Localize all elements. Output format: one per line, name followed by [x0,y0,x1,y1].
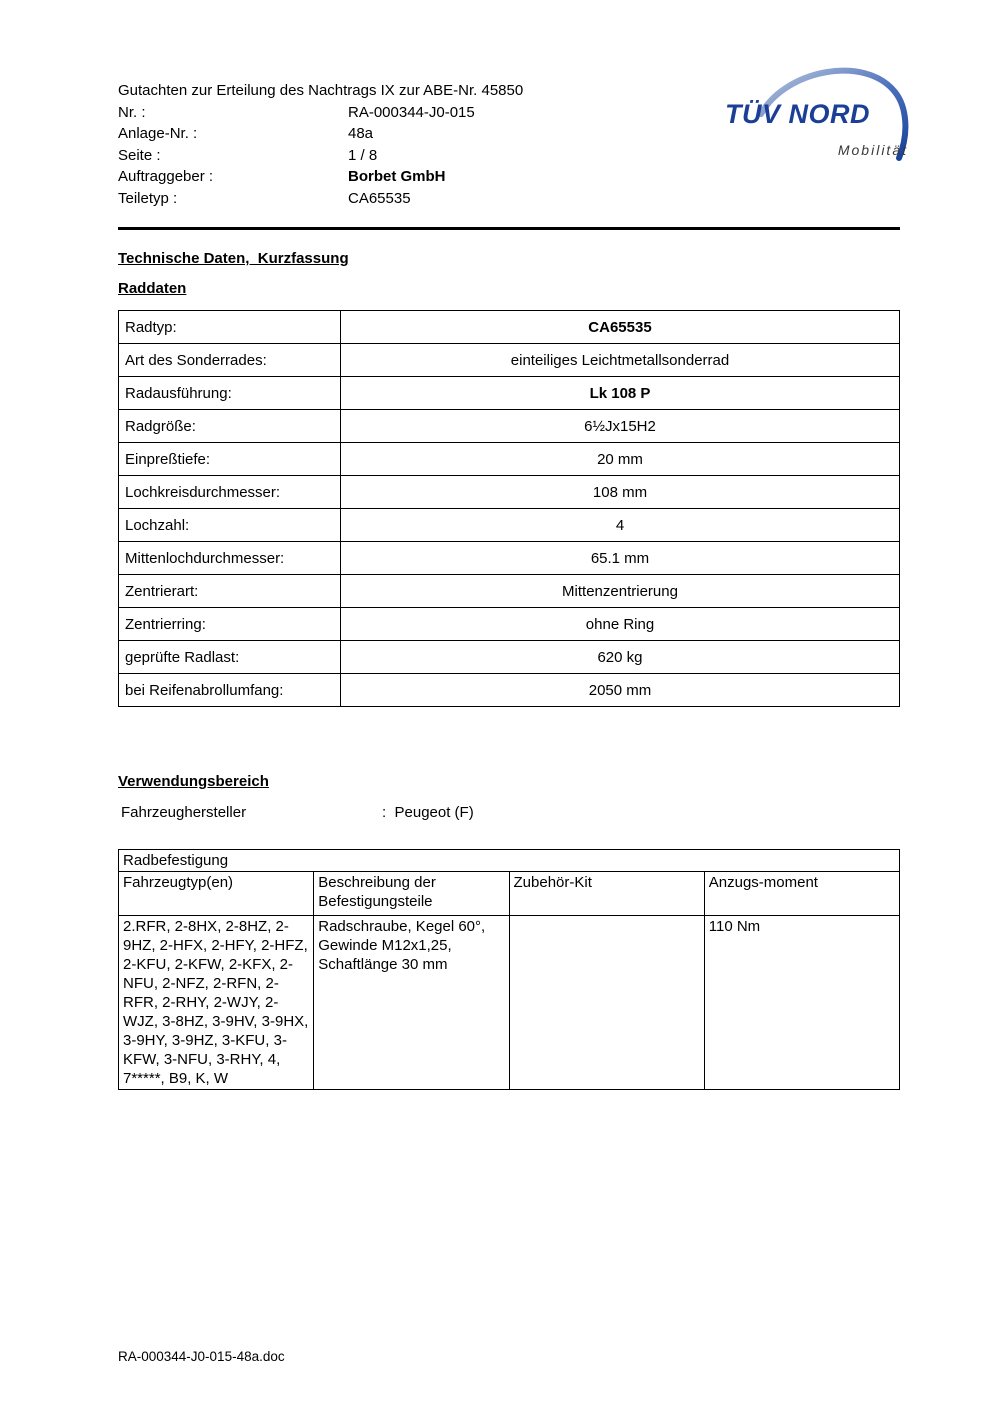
field-label: Auftraggeber : [118,168,214,185]
cell-fahrzeugtyp: 2.RFR, 2-8HX, 2-8HZ, 2-9HZ, 2-HFX, 2-HFY, 2-HFZ, 2-KFU, 2-KFW, 2-KFX, 2-NFU, 2-NFZ, 2-RFN, 2-RFR, 2-RHY, 2-WJY, 2-WJZ, 3-8HZ, 3-9HV, 3-9HX, 3-9HY, 3-9HZ, 3-KFU, 3-KFW, 3-NFU, 3-RHY, 4, 7*****, B9, K, W [119,916,314,1090]
row-value: einteiliges Leichtmetallsonderrad [341,344,900,377]
section-heading-verwendungsbereich: Verwendungsbereich [118,773,269,790]
field-label: Anlage-Nr. : [118,125,198,142]
raddaten-table [118,310,900,707]
document-header [118,80,908,209]
row-value: 108 mm [341,476,900,509]
row-label: bei Reifenabrollumfang: [119,674,341,707]
field-label: Nr. : [118,103,146,121]
column-header-anzugsmoment: Anzugs-moment [704,872,899,916]
fahrzeughersteller-value: : Peugeot (F) [382,804,474,821]
table-row [119,608,900,641]
table-row [119,916,900,1090]
row-value: Lk 108 P [341,377,900,410]
field-value: 1 / 8 [348,146,378,164]
logo-subtitle: Mobilität [837,142,908,158]
row-label: Radgröße: [119,410,341,443]
logo-brand-text: TÜV NORD [725,99,870,129]
table-row [119,542,900,575]
table-row [119,344,900,377]
table-row [119,509,900,542]
field-label: Teiletyp : [118,189,178,207]
row-label: Mittenlochdurchmesser: [119,542,341,575]
table-header-row [119,872,900,916]
field-value: Borbet GmbH [348,168,446,185]
column-header-beschreibung: Beschreibung der Befestigungsteile [314,872,509,916]
column-header-fahrzeugtyp: Fahrzeugtyp(en) [119,872,314,916]
row-label: Zentrierart: [119,575,341,608]
row-value: 20 mm [341,443,900,476]
section-heading-raddaten: Raddaten [118,280,187,297]
row-label: Zentrierring: [119,608,341,641]
row-label: Lochkreisdurchmesser: [119,476,341,509]
cell-beschreibung: Radschraube, Kegel 60°, Gewinde M12x1,25, Schaftlänge 30 mm [314,916,509,1090]
row-value: 2050 mm [341,674,900,707]
row-value: Mittenzentrierung [341,575,900,608]
row-label: Lochzahl: [119,509,341,542]
document-content [118,0,908,1090]
fahrzeughersteller-row [118,804,900,821]
table-row [119,311,900,344]
table-row [119,377,900,410]
row-value: CA65535 [341,311,900,344]
field-value: RA-000344-J0-015 [348,103,475,121]
row-value: ohne Ring [341,608,900,641]
row-label: Einpreßtiefe: [119,443,341,476]
column-header-zubehoer-kit: Zubehör-Kit [509,872,704,916]
document-title: Gutachten zur Erteilung des Nachtrags IX zur ABE-Nr. 45850 [118,82,524,99]
row-value: 65.1 mm [341,542,900,575]
table-row [119,443,900,476]
table-row [119,410,900,443]
row-label: Art des Sonderrades: [119,344,341,377]
field-value: CA65535 [348,189,411,207]
header-divider [118,227,900,230]
section-heading-technische-daten: Technische Daten, Kurzfassung [118,250,349,267]
row-label: geprüfte Radlast: [119,641,341,674]
row-value: 6½Jx15H2 [341,410,900,443]
table-row [119,575,900,608]
fahrzeughersteller-label: Fahrzeughersteller [121,804,247,821]
table-row [119,641,900,674]
row-value: 620 kg [341,641,900,674]
footer-filename: RA-000344-J0-015-48a.doc [118,1349,285,1364]
radbefestigung-title: Radbefestigung [119,850,900,872]
field-label: Seite : [118,146,161,164]
radbefestigung-table [118,849,900,1090]
tuev-nord-logo [723,62,918,172]
row-label: Radtyp: [119,311,341,344]
cell-zubehoer-kit [509,916,704,1090]
field-value: 48a [348,125,374,142]
table-row [119,674,900,707]
header-field-teiletyp [118,188,900,210]
row-value: 4 [341,509,900,542]
table-title-row [119,850,900,872]
row-label: Radausführung: [119,377,341,410]
table-row [119,476,900,509]
cell-anzugsmoment: 110 Nm [704,916,899,1090]
